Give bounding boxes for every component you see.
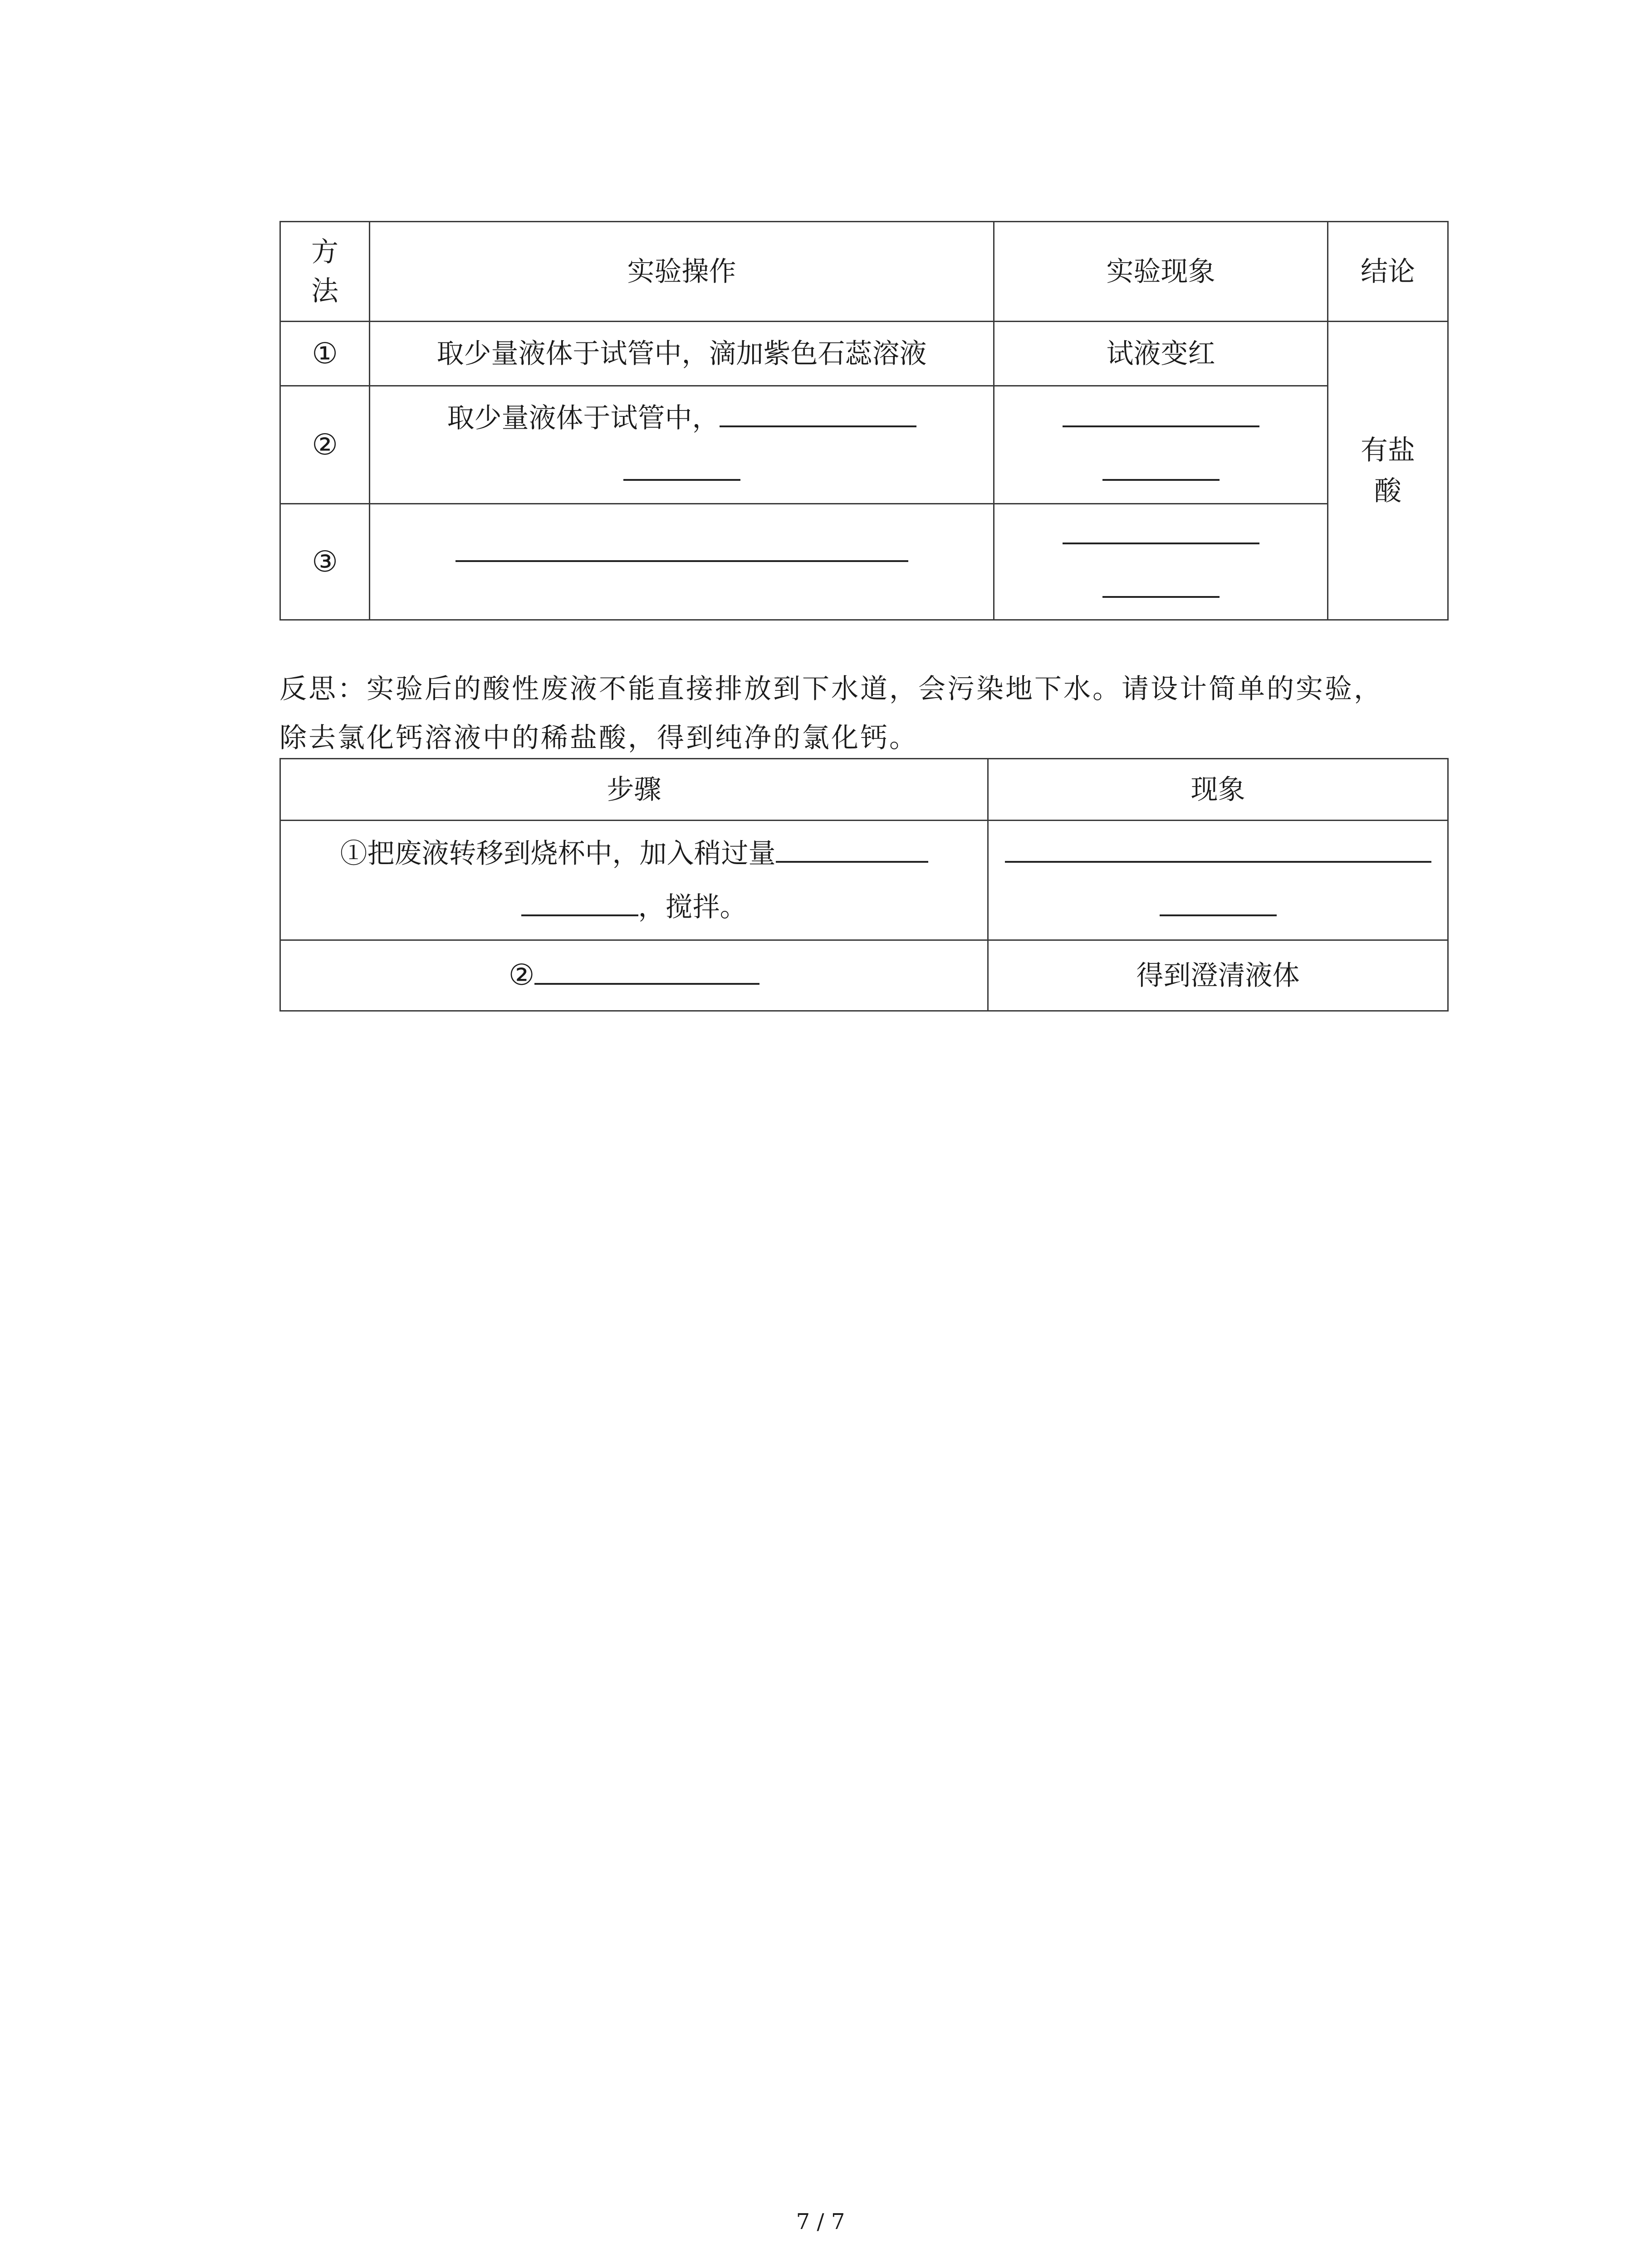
answer-blank[interactable] <box>776 833 928 863</box>
row-number: ③ <box>280 504 370 620</box>
header-conclusion: 结论 <box>1328 222 1448 322</box>
answer-blank[interactable] <box>456 532 908 562</box>
answer-blank[interactable] <box>534 955 759 985</box>
row-phenomenon-cell <box>994 386 1328 504</box>
step-cell <box>280 940 988 1011</box>
row-phenomenon: 试液变红 <box>994 322 1328 386</box>
row-operation: 取少量液体于试管中， <box>447 402 720 434</box>
conclusion-cell: 有盐 酸 <box>1328 322 1448 620</box>
table-row <box>280 504 1448 620</box>
header-step: 步骤 <box>280 759 988 821</box>
answer-blank[interactable] <box>1005 833 1431 863</box>
answer-blank[interactable] <box>1063 397 1259 427</box>
experiment-table <box>279 221 1449 621</box>
table-row <box>280 322 1448 386</box>
table-row <box>280 821 1448 940</box>
answer-blank[interactable] <box>720 397 916 427</box>
row-operation-cell <box>370 386 994 504</box>
header-operation: 实验操作 <box>370 222 994 322</box>
step-text: ② <box>508 958 535 992</box>
header-phenomenon: 实验现象 <box>994 222 1328 322</box>
procedure-table <box>279 758 1449 1012</box>
table-row <box>280 940 1448 1011</box>
answer-blank[interactable] <box>623 451 740 481</box>
reflection-line: 除去氯化钙溶液中的稀盐酸，得到纯净的氯化钙。 <box>279 722 918 754</box>
table-row <box>280 386 1448 504</box>
header-phenomenon: 现象 <box>988 759 1448 821</box>
phenomenon-cell: 得到澄清液体 <box>988 940 1448 1011</box>
row-number: ① <box>280 322 370 386</box>
answer-blank[interactable] <box>1063 514 1259 544</box>
table-header-row <box>280 759 1448 821</box>
header-method: 方 法 <box>280 222 370 322</box>
answer-blank[interactable] <box>1102 568 1220 598</box>
step-cell <box>280 821 988 940</box>
row-operation-cell <box>370 504 994 620</box>
answer-blank[interactable] <box>1160 886 1277 916</box>
row-phenomenon-cell <box>994 504 1328 620</box>
step-text: ①把废液转移到烧杯中，加入稍过量 <box>340 837 776 870</box>
answer-blank[interactable] <box>1102 451 1220 481</box>
step-text: ，搅拌。 <box>638 891 747 923</box>
row-operation: 取少量液体于试管中，滴加紫色石蕊溶液 <box>370 322 994 386</box>
reflection-paragraph <box>279 665 1477 763</box>
phenomenon-cell <box>988 821 1448 940</box>
page-number: 7 / 7 <box>796 2209 845 2234</box>
reflection-line: 反思：实验后的酸性废液不能直接排放到下水道，会污染地下水。请设计简单的实验， <box>279 673 1383 705</box>
row-number: ② <box>280 386 370 504</box>
answer-blank[interactable] <box>521 886 638 916</box>
table-header-row <box>280 222 1448 322</box>
